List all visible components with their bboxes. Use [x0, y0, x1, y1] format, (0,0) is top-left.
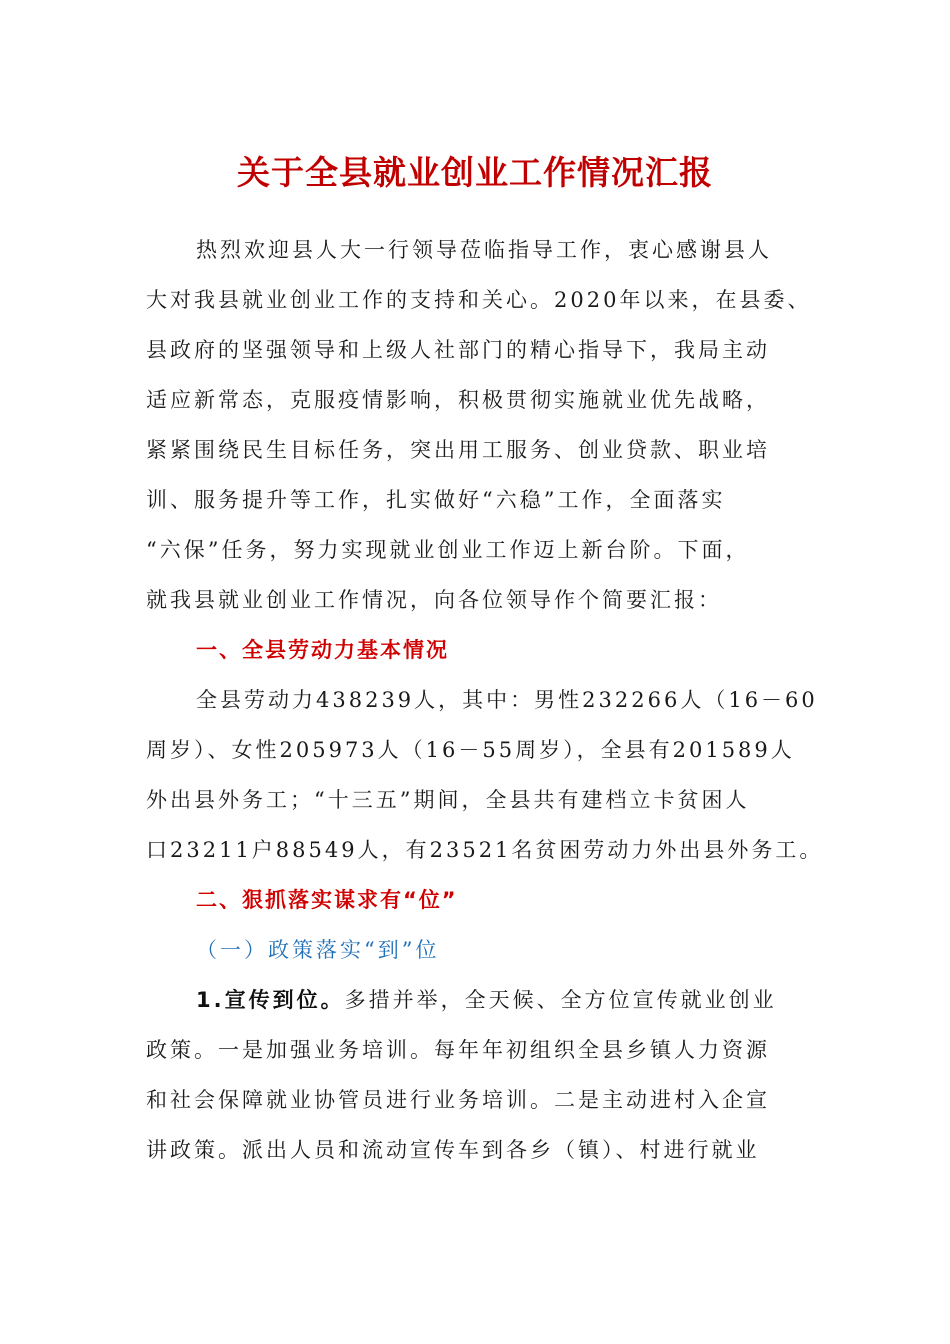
item-1-lead: 1.宣传到位。 — [196, 988, 345, 1012]
item-1-first-line: 多措并举，全天候、全方位宣传就业创业 — [344, 988, 777, 1012]
section-1-heading: 一、全县劳动力基本情况 — [196, 638, 449, 662]
text-line: 口23211户88549人，有23521名贫困劳动力外出县外务工。 — [146, 838, 824, 862]
text-line: 和社会保障就业协管员进行业务培训。二是主动进村入企宣 — [146, 1088, 770, 1112]
text-line: 全县劳动力438239人，其中：男性232266人（16－60 — [196, 688, 818, 712]
text-line: 外出县外务工；“十三五”期间，全县共有建档立卡贫困人 — [146, 788, 750, 812]
section-1-paragraph — [146, 675, 824, 875]
section-2-heading: 二、狠抓落实谋求有“位” — [196, 888, 458, 912]
text-line: “六保”任务，努力实现就业创业工作迈上新台阶。下面， — [146, 538, 750, 562]
text-line: 就我县就业创业工作情况，向各位领导作个简要汇报： — [146, 588, 722, 612]
text-line: 县政府的坚强领导和上级人社部门的精心指导下，我局主动 — [146, 338, 770, 362]
item-1-paragraph — [146, 975, 806, 1175]
text-line: 讲政策。派出人员和流动宣传车到各乡（镇）、村进行就业 — [146, 1138, 760, 1162]
section-2-subheading: （一）政策落实“到”位 — [196, 938, 440, 962]
text-line: 适应新常态，克服疫情影响，积极贯彻实施就业优先战略， — [146, 388, 770, 412]
text-line: 大对我县就业创业工作的支持和关心。2020年以来，在县委、 — [146, 288, 812, 312]
text-line: 热烈欢迎县人大一行领导莅临指导工作，衷心感谢县人 — [196, 238, 772, 262]
text-line: 紧紧围绕民生目标任务，突出用工服务、创业贷款、职业培 — [146, 438, 770, 462]
text-line: 政策。一是加强业务培训。每年年初组织全县乡镇人力资源 — [146, 1038, 770, 1062]
text-line: 训、服务提升等工作，扎实做好“六稳”工作，全面落实 — [146, 488, 726, 512]
text-line — [146, 975, 806, 1025]
text-line: 周岁）、女性205973人（16－55周岁），全县有201589人 — [146, 738, 795, 762]
intro-paragraph — [146, 225, 812, 625]
document-title: 关于全县就业创业工作情况汇报 — [237, 153, 713, 192]
